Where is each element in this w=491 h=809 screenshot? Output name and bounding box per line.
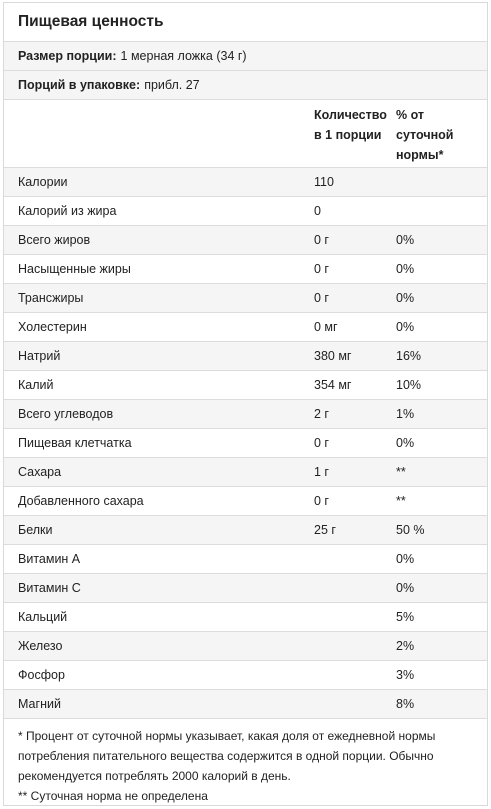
nutrient-amount: 1 г <box>314 465 329 479</box>
nutrient-amount: 354 мг <box>314 378 352 392</box>
nutrient-name: Всего жиров <box>18 233 91 247</box>
nutrient-daily-value: 0% <box>396 291 415 305</box>
table-row <box>4 603 487 632</box>
nutrient-daily-value: 0% <box>396 436 415 450</box>
header-dv-line2: суточной <box>396 128 454 142</box>
nutrient-daily-value: ** <box>396 494 406 508</box>
footnotes <box>4 719 487 806</box>
table-row <box>4 400 487 429</box>
nutrient-name: Фосфор <box>18 668 65 682</box>
nutrient-amount: 25 г <box>314 523 336 537</box>
nutrient-name: Натрий <box>18 349 61 363</box>
nutrient-name: Кальций <box>18 610 68 624</box>
nutrient-name: Витамин C <box>18 581 81 595</box>
nutrient-daily-value: 2% <box>396 639 415 653</box>
serving-size-value: 1 мерная ложка (34 г) <box>120 49 247 63</box>
nutrient-name: Калий <box>18 378 54 392</box>
nutrient-name: Калорий из жира <box>18 204 117 218</box>
nutrient-daily-value: 0% <box>396 233 415 247</box>
nutrient-name: Калории <box>18 175 68 189</box>
nutrient-daily-value: 8% <box>396 697 415 711</box>
nutrient-name: Магний <box>18 697 61 711</box>
nutrient-daily-value: 10% <box>396 378 422 392</box>
table-row <box>4 313 487 342</box>
footnote-not-established: ** Суточная норма не определена <box>18 789 208 803</box>
nutrient-daily-value: 0% <box>396 320 415 334</box>
nutrient-amount: 2 г <box>314 407 329 421</box>
nutrient-daily-value: 50 % <box>396 523 425 537</box>
table-row <box>4 342 487 371</box>
nutrient-name: Добавленного сахара <box>18 494 144 508</box>
header-daily-value <box>396 100 466 167</box>
table-row <box>4 574 487 603</box>
nutrient-amount: 0 г <box>314 436 329 450</box>
nutrient-amount: 0 г <box>314 262 329 276</box>
nutrient-name: Холестерин <box>18 320 87 334</box>
table-row <box>4 661 487 690</box>
nutrient-amount: 0 мг <box>314 320 338 334</box>
nutrient-daily-value: 0% <box>396 552 415 566</box>
table-row <box>4 255 487 284</box>
header-dv-line1: % от <box>396 108 425 122</box>
servings-per-container-label: Порций в упаковке: <box>18 78 141 92</box>
nutrient-daily-value: 3% <box>396 668 415 682</box>
header-dv-line3: нормы* <box>396 148 444 162</box>
nutrient-daily-value: 0% <box>396 262 415 276</box>
table-row <box>4 429 487 458</box>
nutrient-name: Трансжиры <box>18 291 84 305</box>
nutrient-daily-value: 1% <box>396 407 415 421</box>
nutrient-daily-value: ** <box>396 465 406 479</box>
table-row <box>4 458 487 487</box>
serving-size-line <box>4 42 487 71</box>
table-row <box>4 545 487 574</box>
nutrient-amount: 0 г <box>314 494 329 508</box>
nutrient-amount: 0 г <box>314 233 329 247</box>
table-row <box>4 284 487 313</box>
nutrient-name: Всего углеводов <box>18 407 114 421</box>
table-row <box>4 632 487 661</box>
nutrient-name: Насыщенные жиры <box>18 262 131 276</box>
header-amount <box>314 100 396 167</box>
table-row <box>4 197 487 226</box>
table-row <box>4 168 487 197</box>
nutrient-daily-value: 5% <box>396 610 415 624</box>
nutrient-daily-value: 16% <box>396 349 422 363</box>
footnote-daily-value: * Процент от суточной нормы указывает, какая доля от ежедневной нормы потребления питательного вещества содержится в одной порции. Обычно рекомендуется потреблять 2000 калорий в день. <box>18 729 436 783</box>
nutrient-amount: 0 <box>314 204 321 218</box>
serving-size-label: Размер порции: <box>18 49 117 63</box>
panel-title: Пищевая ценность <box>4 3 487 42</box>
nutrient-table <box>4 168 487 719</box>
nutrient-amount: 380 мг <box>314 349 352 363</box>
table-row <box>4 226 487 255</box>
nutrient-amount: 110 <box>314 175 334 189</box>
nutrient-name: Сахара <box>18 465 62 479</box>
nutrient-name: Железо <box>18 639 63 653</box>
header-amount-line1: Количество <box>314 108 387 122</box>
nutrient-name: Пищевая клетчатка <box>18 436 132 450</box>
nutrient-amount: 0 г <box>314 291 329 305</box>
header-name-column <box>4 100 314 167</box>
header-amount-line2: в 1 порции <box>314 128 382 142</box>
table-row <box>4 371 487 400</box>
nutrient-daily-value: 0% <box>396 581 415 595</box>
servings-per-container-value: прибл. 27 <box>144 78 200 92</box>
table-row <box>4 516 487 545</box>
table-row <box>4 487 487 516</box>
nutrient-name: Белки <box>18 523 53 537</box>
servings-per-container-line <box>4 71 487 100</box>
table-header <box>4 100 487 168</box>
table-row <box>4 690 487 719</box>
nutrition-facts-panel <box>3 2 488 806</box>
nutrient-name: Витамин A <box>18 552 81 566</box>
